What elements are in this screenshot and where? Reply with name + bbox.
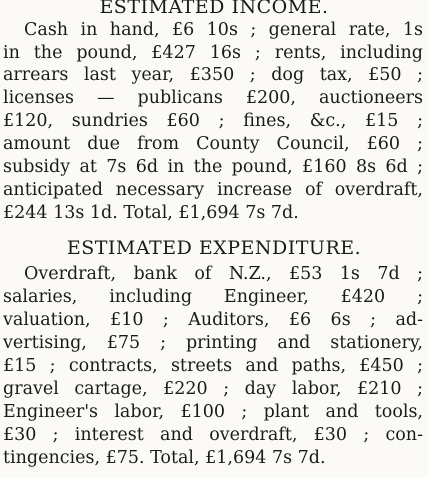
expenditure-line-9: tingencies, £75. Total, £1,694 7s 7d. <box>3 448 326 468</box>
income-heading: ESTIMATED INCOME. <box>99 0 329 18</box>
income-line-5: £120, sundries £60 ; fines, &c., £15 ; <box>3 111 423 131</box>
expenditure-line-4: vertising, £75 ; printing and stationery, <box>3 333 423 353</box>
expenditure-line-3: valuation, £10 ; Auditors, £6 6s ; ad- <box>3 310 423 330</box>
expenditure-line-5: £15 ; contracts, streets and paths, £450 ; <box>3 356 423 376</box>
income-line-7: subsidy at 7s 6d in the pound, £160 8s 6d ; <box>3 157 423 177</box>
expenditure-heading: ESTIMATED EXPENDITURE. <box>66 237 362 259</box>
income-line-8: anticipated necessary increase of overdraft, <box>3 180 423 200</box>
income-line-2: in the pound, £427 16s ; rents, including <box>3 43 423 63</box>
expenditure-line-7: Engineer's labor, £100 ; plant and tools, <box>3 402 423 422</box>
income-line-6: amount due from County Council, £60 ; <box>3 134 423 154</box>
income-line-4: licenses — publicans £200, auctioneers <box>3 88 423 108</box>
income-line-9: £244 13s 1d. Total, £1,694 7s 7d. <box>3 203 299 223</box>
expenditure-line-8: £30 ; interest and overdraft, £30 ; con- <box>3 425 423 445</box>
income-line-1: Cash in hand, £6 10s ; general rate, 1s <box>24 20 423 40</box>
expenditure-line-6: gravel cartage, £220 ; day labor, £210 ; <box>3 379 423 399</box>
expenditure-line-2: salaries, including Engineer, £420 ; <box>3 287 423 307</box>
expenditure-line-1: Overdraft, bank of N.Z., £53 1s 7d ; <box>24 264 423 284</box>
income-line-3: arrears last year, £350 ; dog tax, £50 ; <box>3 65 423 85</box>
